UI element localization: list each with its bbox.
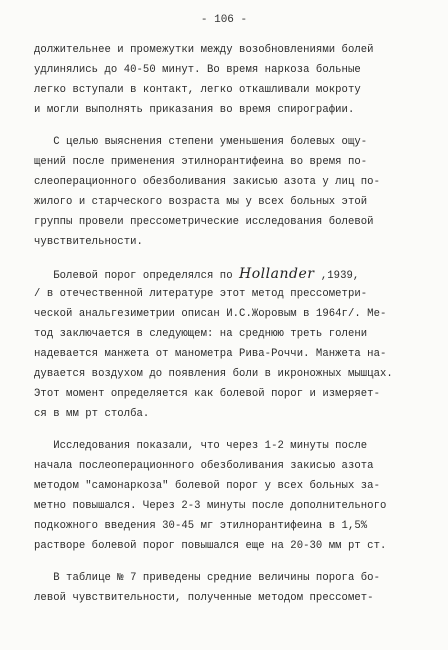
text-line-start: Болевой порог определялся по [34,270,240,282]
text-line: методом "самонаркоза" болевой порог у всех больных за- [34,480,380,492]
text-line: Этот момент определяется как болевой порог и измеряет- [34,388,380,400]
text-line: метно повышался. Через 2-3 минуты после дополнительного [34,500,387,512]
text-line: начала послеоперационного обезболивания закисью азота [34,460,374,472]
text-line-end: ,1939, [314,270,360,282]
text-line: удлинялись до 40-50 минут. Во время наркоза больные [34,64,361,76]
text-line: В таблице № 7 приведены средние величины порога бо- [34,572,380,584]
text-line: слеоперационного обезболивания закисью азота у лиц по- [34,176,380,188]
handwritten-author-name: Hollander [239,266,315,282]
text-line: / в отечественной литературе этот метод прессометри- [34,288,368,300]
text-line: щений после применения этилнорантифеина во время по- [34,156,368,168]
text-line: группы провели прессометрические исследования болевой [34,216,374,228]
page-number: - 106 - [200,14,248,26]
text-line: надевается манжета от манометра Рива-Роччи. Манжета на- [34,348,387,360]
text-line: Исследования показали, что через 1-2 минуты после [34,440,368,452]
text-line: должительнее и промежутки между возобновлениями болей [34,44,374,56]
text-line: растворе болевой порог повышался еще на 20-30 мм рт ст. [34,540,387,552]
text-line: ся в мм рт столба. [34,408,150,420]
text-line-with-handwriting [34,268,359,282]
text-line: легко вступали в контакт, легко откашливали мокроту [34,84,361,96]
text-line: дувается воздухом до появления боли в икроножных мышцах. [34,368,393,380]
text-line: и могли выполнять приказания во время спирографии. [34,104,355,116]
text-line: чувствительности. [34,236,143,248]
text-line: тод заключается в следующем: на среднюю треть голени [34,328,368,340]
text-line: левой чувствительности, полученные методом прессомет- [34,592,374,604]
text-line: подкожного введения 30-45 мг этилнорантифеина в 1,5% [34,520,368,532]
text-line: ческой анальгезиметрии описан И.С.Жоровым в 1964г/. Ме- [34,308,387,320]
text-line: С целью выяснения степени уменьшения болевых ощу- [34,136,368,148]
text-line: жилого и старческого возраста мы у всех больных этой [34,196,368,208]
